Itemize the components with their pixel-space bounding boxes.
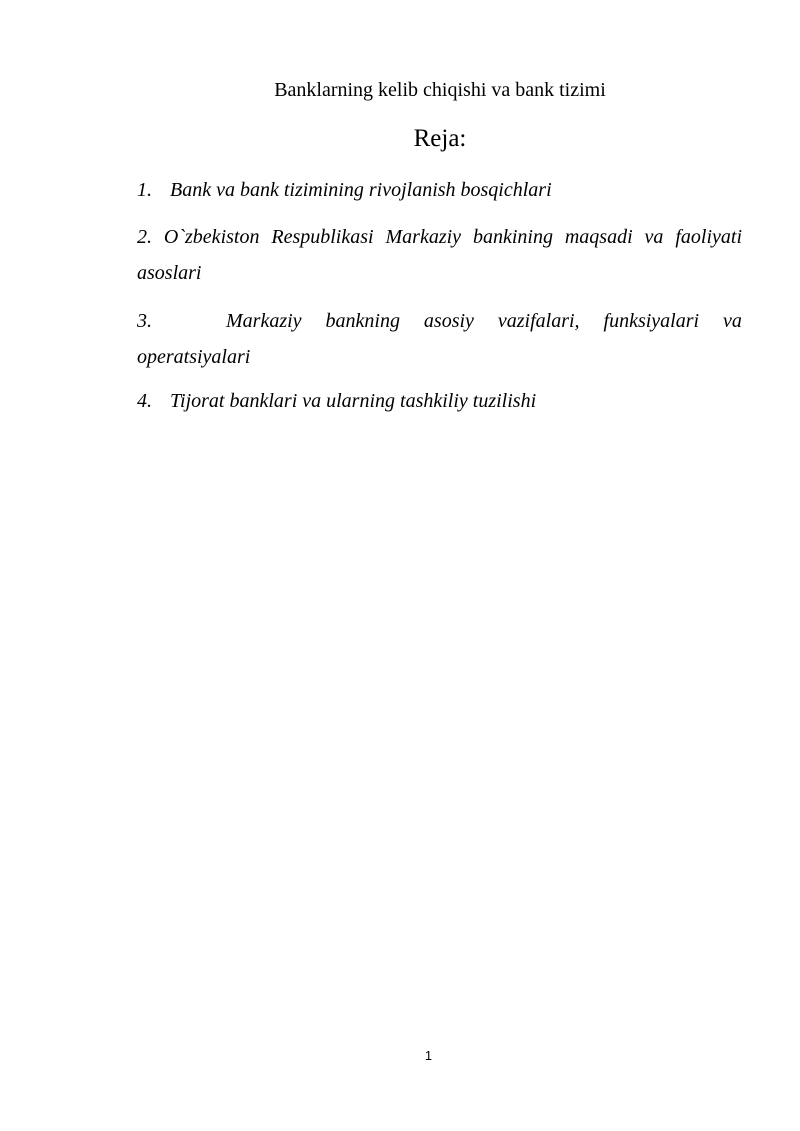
plan-item-word: funksiyalari — [603, 310, 700, 332]
plan-item-number: 2. — [137, 226, 152, 248]
plan-item-line: operatsiyalari — [137, 346, 251, 368]
plan-item-word: va — [723, 310, 742, 332]
plan-item-1 — [137, 172, 742, 208]
plan-item-word: vazifalari, — [497, 310, 580, 332]
plan-item-number: 3. — [137, 310, 152, 332]
plan-item-text — [226, 303, 742, 339]
plan-item-number: 1. — [137, 179, 152, 201]
plan-item-2 — [137, 219, 742, 291]
plan-item-word: bankning — [325, 310, 400, 332]
plan-heading: Reja: — [413, 125, 467, 152]
plan-item-4 — [137, 383, 742, 419]
plan-item-text: O`zbekiston Respublikasi Markaziy bankining maqsadi va faoliyati asoslari — [137, 226, 743, 284]
page-number: 1 — [424, 1048, 433, 1063]
plan-item-number: 4. — [137, 390, 152, 412]
document-title: Banklarning kelib chiqishi va bank tizimi — [274, 79, 606, 101]
plan-item-line — [137, 303, 742, 339]
plan-item-3 — [137, 303, 742, 375]
plan-item-word: Markaziy — [226, 310, 302, 332]
plan-item-word: asosiy — [423, 310, 474, 332]
plan-item-text: Tijorat banklari va ularning tashkiliy tuzilishi — [170, 390, 537, 412]
plan-item-text: Bank va bank tizimining rivojlanish bosqichlari — [170, 179, 552, 201]
